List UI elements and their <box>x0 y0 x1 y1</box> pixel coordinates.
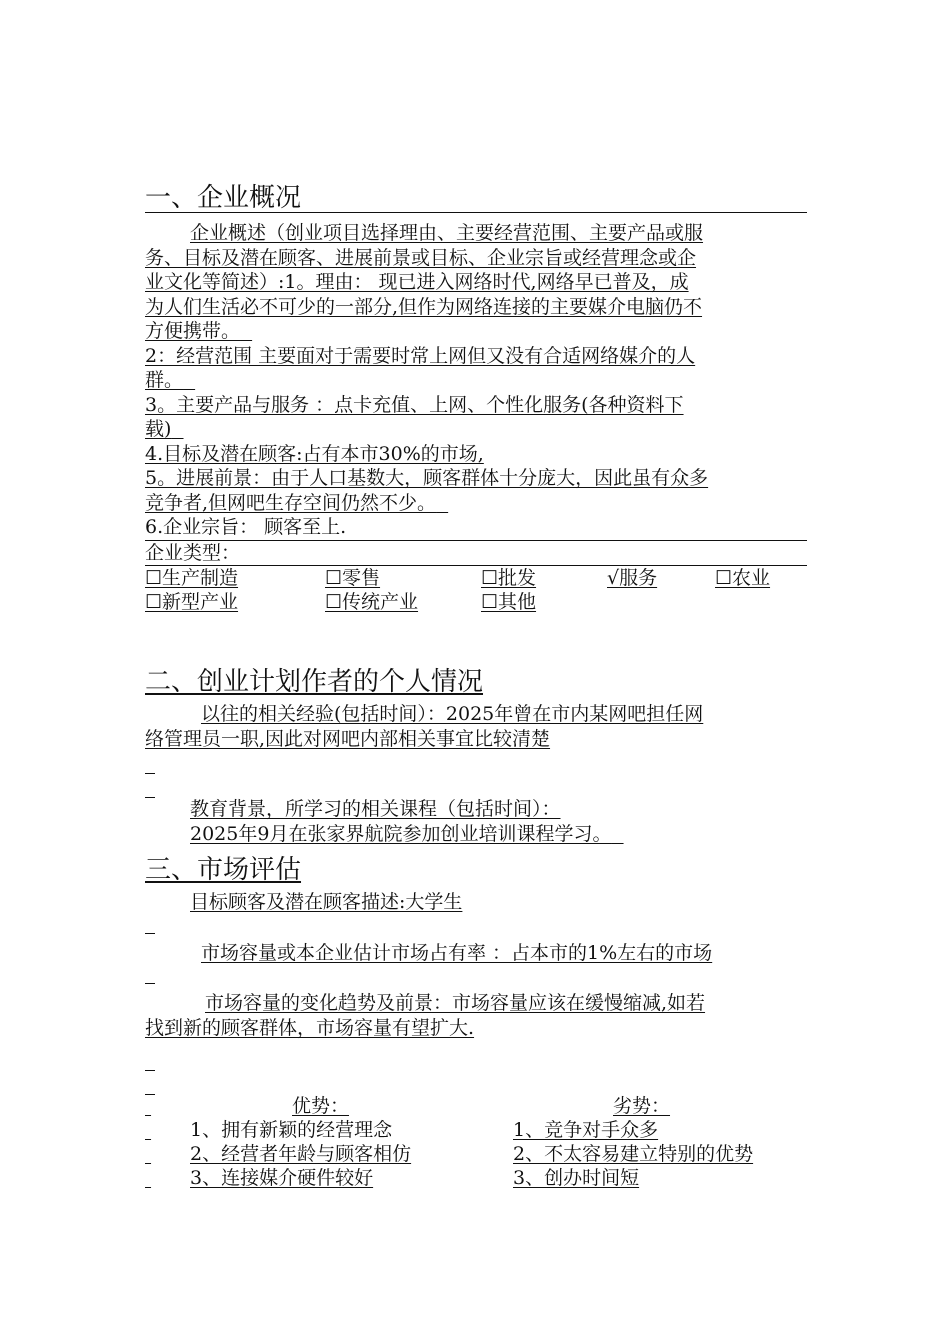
overview-line-1: 企业概述（创业项目选择理由、主要经营范围、主要产品或服 <box>190 222 704 244</box>
swot-row <box>145 1142 807 1166</box>
type-option-new-industry[interactable]: ☐新型产业 <box>145 591 239 613</box>
type-option-manufacturing[interactable]: ☐生产制造 <box>145 567 239 589</box>
type-option-agriculture[interactable]: ☐农业 <box>715 567 771 589</box>
products-line-1: 3。主要产品与服务 ：点卡充值、上网、个性化服务(各种资料下 <box>145 393 684 416</box>
section3-title-text: 三、市场评估 <box>145 855 302 885</box>
strength-item: 2、经营者年龄与顾客相仿 <box>190 1143 412 1165</box>
scope-line-1: 2：经营范围 主要面对于需要时常上网但又没有合适网络媒介的人 <box>145 344 696 367</box>
enterprise-purpose: 6.企业宗旨： 顾客至上. <box>145 515 807 541</box>
weakness-item: 2、不太容易建立特别的优势 <box>513 1143 754 1165</box>
overview-paragraph <box>145 221 807 344</box>
type-option-wholesale[interactable]: ☐批发 <box>481 567 537 589</box>
section1-title-text: 一、企业概况 <box>145 183 302 213</box>
blank-line <box>145 917 807 941</box>
section2-title-text: 二、创业计划作者的个人情况 <box>145 667 484 697</box>
blank-line <box>145 1054 807 1078</box>
overview-line-2: 务、目标及潜在顾客、进展前景或目标、企业宗旨或经营理念或企 <box>145 246 697 269</box>
blank-line <box>145 757 807 781</box>
weaknesses-label: 劣势： <box>613 1095 671 1117</box>
swot-table <box>145 1094 807 1190</box>
strength-item: 3、连接媒介硬件较好 <box>190 1167 374 1189</box>
enterprise-type-options <box>145 566 807 614</box>
section1-title <box>145 182 807 213</box>
market-capacity: 市场容量或本企业估计市场占有率 ：占本市的1%左右的市场 <box>201 941 713 964</box>
education-value: 2025年9月在张家界航院参加创业培训课程学习。 <box>190 822 612 845</box>
type-option-retail[interactable]: ☐零售 <box>325 567 381 589</box>
prospects-line-2: 竞争者,但网吧生存空间仍然不少。 <box>145 491 437 514</box>
blank-line <box>145 967 807 991</box>
overview-line-3: 业文化等简述）:1。理由： 现已进入网络时代,网络早已普及，成 <box>145 271 689 293</box>
section2-title <box>145 666 807 698</box>
overview-line-4: 为人们生活必不可少的一部分,但作为网络连接的主要媒介电脑仍不 <box>145 295 703 318</box>
strength-item: 1、拥有新颖的经营理念 <box>190 1119 393 1141</box>
swot-row <box>145 1166 807 1190</box>
trend-line-1: 市场容量的变化趋势及前景：市场容量应该在缓慢缩减,如若 <box>205 992 706 1014</box>
education-label: 教育背景，所学习的相关课程（包括时间）： <box>190 798 561 820</box>
strengths-label: 优势： <box>292 1095 350 1117</box>
prospects-line-1: 5。进展前景：由于人口基数大，顾客群体十分庞大，因此虽有众多 <box>145 467 709 489</box>
type-option-other[interactable]: ☐其他 <box>481 591 537 613</box>
experience-line-2: 络管理员一职,因此对网吧内部相关事宜比较清楚 <box>145 727 551 750</box>
trend-line-2: 找到新的顾客群体，市场容量有望扩大. <box>145 1016 475 1039</box>
products-line-2: 载) <box>145 418 172 440</box>
experience-line-1: 以往的相关经验(包括时间）：2025年曾在市内某网吧担任网 <box>201 703 704 725</box>
type-option-traditional[interactable]: ☐传统产业 <box>325 591 419 613</box>
type-option-service[interactable]: √服务 <box>607 567 658 589</box>
weakness-item: 3、创办时间短 <box>513 1167 640 1189</box>
target-description: 目标顾客及潜在顾客描述:大学生 <box>190 891 463 913</box>
enterprise-type-label: 企业类型： <box>145 541 807 567</box>
document-body <box>145 182 807 1190</box>
target-customers: 4.目标及潜在顾客:占有本市30%的市场, <box>145 442 484 465</box>
section3-title <box>145 854 807 886</box>
swot-header-row <box>145 1094 807 1118</box>
weakness-item: 1、竞争对手众多 <box>513 1119 659 1141</box>
overview-line-5: 方便携带。 <box>145 320 241 342</box>
scope-line-2: 群。 <box>145 369 184 391</box>
swot-row <box>145 1118 807 1142</box>
